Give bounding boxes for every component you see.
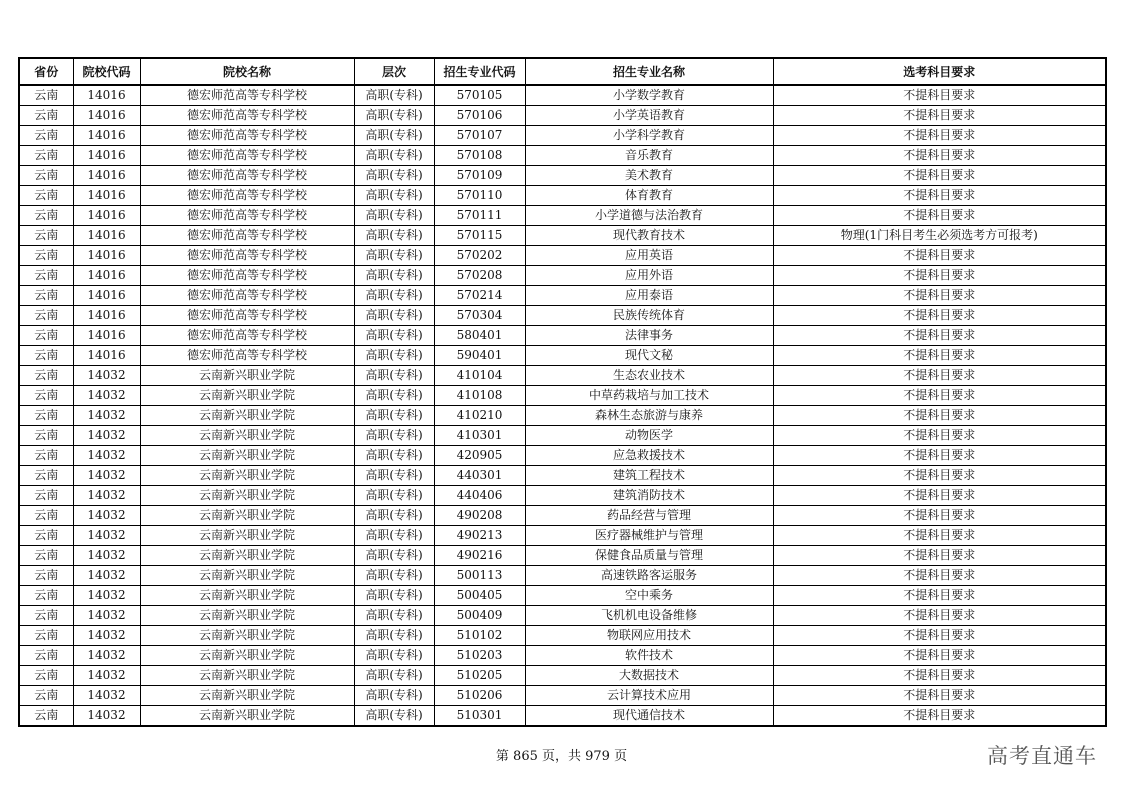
header-row xyxy=(19,58,1106,85)
table-row xyxy=(19,466,1106,486)
cell-school-name: 云南新兴职业学院 xyxy=(140,646,354,666)
table-row xyxy=(19,106,1106,126)
cell-major-code: 580401 xyxy=(434,326,525,346)
cell-level: 高职(专科) xyxy=(354,126,434,146)
cell-subject-requirement: 不提科目要求 xyxy=(773,266,1106,286)
cell-school-code: 14016 xyxy=(73,146,140,166)
cell-level: 高职(专科) xyxy=(354,666,434,686)
cell-school-name: 德宏师范高等专科学校 xyxy=(140,206,354,226)
cell-province: 云南 xyxy=(19,326,73,346)
table-header xyxy=(19,58,1106,85)
cell-major-code: 570110 xyxy=(434,186,525,206)
cell-province: 云南 xyxy=(19,686,73,706)
cell-level: 高职(专科) xyxy=(354,426,434,446)
cell-subject-requirement: 不提科目要求 xyxy=(773,306,1106,326)
cell-school-code: 14032 xyxy=(73,686,140,706)
cell-province: 云南 xyxy=(19,486,73,506)
table-body xyxy=(19,85,1106,726)
cell-school-name: 德宏师范高等专科学校 xyxy=(140,85,354,106)
cell-major-name: 高速铁路客运服务 xyxy=(525,566,773,586)
cell-school-code: 14032 xyxy=(73,466,140,486)
table-row xyxy=(19,426,1106,446)
cell-major-name: 医疗器械维护与管理 xyxy=(525,526,773,546)
cell-subject-requirement: 不提科目要求 xyxy=(773,106,1106,126)
cell-subject-requirement: 不提科目要求 xyxy=(773,85,1106,106)
cell-school-name: 云南新兴职业学院 xyxy=(140,666,354,686)
watermark-logo: 高考直通车 xyxy=(987,744,1097,768)
table-row xyxy=(19,85,1106,106)
cell-school-name: 云南新兴职业学院 xyxy=(140,506,354,526)
cell-school-name: 云南新兴职业学院 xyxy=(140,526,354,546)
cell-level: 高职(专科) xyxy=(354,266,434,286)
cell-school-name: 德宏师范高等专科学校 xyxy=(140,346,354,366)
cell-school-name: 云南新兴职业学院 xyxy=(140,406,354,426)
cell-school-code: 14032 xyxy=(73,626,140,646)
cell-province: 云南 xyxy=(19,466,73,486)
cell-major-code: 570108 xyxy=(434,146,525,166)
table-row xyxy=(19,606,1106,626)
cell-major-name: 药品经营与管理 xyxy=(525,506,773,526)
cell-major-code: 510203 xyxy=(434,646,525,666)
cell-school-code: 14032 xyxy=(73,526,140,546)
cell-subject-requirement: 不提科目要求 xyxy=(773,606,1106,626)
cell-major-name: 现代文秘 xyxy=(525,346,773,366)
cell-subject-requirement: 不提科目要求 xyxy=(773,466,1106,486)
table-row xyxy=(19,186,1106,206)
cell-level: 高职(专科) xyxy=(354,106,434,126)
table-row xyxy=(19,686,1106,706)
cell-major-name: 软件技术 xyxy=(525,646,773,666)
cell-major-name: 应用外语 xyxy=(525,266,773,286)
cell-school-name: 云南新兴职业学院 xyxy=(140,546,354,566)
cell-major-name: 法律事务 xyxy=(525,326,773,346)
cell-level: 高职(专科) xyxy=(354,686,434,706)
cell-school-code: 14016 xyxy=(73,226,140,246)
cell-school-name: 云南新兴职业学院 xyxy=(140,686,354,706)
cell-school-code: 14016 xyxy=(73,286,140,306)
cell-school-code: 14032 xyxy=(73,706,140,727)
cell-major-name: 美术教育 xyxy=(525,166,773,186)
cell-level: 高职(专科) xyxy=(354,606,434,626)
cell-school-name: 云南新兴职业学院 xyxy=(140,366,354,386)
cell-school-code: 14032 xyxy=(73,446,140,466)
cell-major-name: 建筑工程技术 xyxy=(525,466,773,486)
cell-subject-requirement: 不提科目要求 xyxy=(773,146,1106,166)
table-row xyxy=(19,406,1106,426)
cell-province: 云南 xyxy=(19,566,73,586)
cell-subject-requirement: 不提科目要求 xyxy=(773,246,1106,266)
cell-school-code: 14016 xyxy=(73,266,140,286)
cell-major-code: 410104 xyxy=(434,366,525,386)
cell-major-code: 570214 xyxy=(434,286,525,306)
admission-table xyxy=(18,57,1107,727)
cell-province: 云南 xyxy=(19,626,73,646)
table-row xyxy=(19,326,1106,346)
cell-level: 高职(专科) xyxy=(354,526,434,546)
cell-school-name: 云南新兴职业学院 xyxy=(140,706,354,727)
cell-school-name: 云南新兴职业学院 xyxy=(140,386,354,406)
cell-major-name: 应用英语 xyxy=(525,246,773,266)
cell-major-name: 现代通信技术 xyxy=(525,706,773,727)
cell-level: 高职(专科) xyxy=(354,566,434,586)
cell-subject-requirement: 不提科目要求 xyxy=(773,526,1106,546)
cell-subject-requirement: 不提科目要求 xyxy=(773,206,1106,226)
cell-major-code: 570208 xyxy=(434,266,525,286)
cell-subject-requirement: 不提科目要求 xyxy=(773,626,1106,646)
cell-level: 高职(专科) xyxy=(354,146,434,166)
cell-province: 云南 xyxy=(19,306,73,326)
cell-province: 云南 xyxy=(19,666,73,686)
cell-subject-requirement: 不提科目要求 xyxy=(773,326,1106,346)
header-school-code: 院校代码 xyxy=(73,58,140,85)
cell-school-code: 14032 xyxy=(73,366,140,386)
cell-subject-requirement: 不提科目要求 xyxy=(773,346,1106,366)
cell-province: 云南 xyxy=(19,706,73,727)
table-row xyxy=(19,646,1106,666)
cell-major-name: 动物医学 xyxy=(525,426,773,446)
cell-subject-requirement: 不提科目要求 xyxy=(773,486,1106,506)
cell-school-name: 德宏师范高等专科学校 xyxy=(140,326,354,346)
cell-school-code: 14016 xyxy=(73,106,140,126)
cell-province: 云南 xyxy=(19,426,73,446)
cell-school-code: 14032 xyxy=(73,606,140,626)
cell-level: 高职(专科) xyxy=(354,226,434,246)
header-level: 层次 xyxy=(354,58,434,85)
cell-level: 高职(专科) xyxy=(354,546,434,566)
cell-major-name: 生态农业技术 xyxy=(525,366,773,386)
cell-subject-requirement: 不提科目要求 xyxy=(773,686,1106,706)
header-major-name: 招生专业名称 xyxy=(525,58,773,85)
cell-province: 云南 xyxy=(19,85,73,106)
cell-school-code: 14032 xyxy=(73,486,140,506)
cell-school-name: 云南新兴职业学院 xyxy=(140,466,354,486)
table-row xyxy=(19,246,1106,266)
cell-subject-requirement: 不提科目要求 xyxy=(773,446,1106,466)
table-row xyxy=(19,126,1106,146)
table-row xyxy=(19,346,1106,366)
cell-major-code: 500113 xyxy=(434,566,525,586)
cell-school-code: 14032 xyxy=(73,386,140,406)
cell-school-name: 云南新兴职业学院 xyxy=(140,446,354,466)
cell-subject-requirement: 不提科目要求 xyxy=(773,666,1106,686)
cell-school-code: 14032 xyxy=(73,546,140,566)
cell-major-code: 410301 xyxy=(434,426,525,446)
cell-school-name: 德宏师范高等专科学校 xyxy=(140,166,354,186)
cell-school-name: 云南新兴职业学院 xyxy=(140,566,354,586)
cell-level: 高职(专科) xyxy=(354,85,434,106)
cell-school-name: 云南新兴职业学院 xyxy=(140,626,354,646)
cell-major-code: 570111 xyxy=(434,206,525,226)
cell-major-code: 490213 xyxy=(434,526,525,546)
table-row xyxy=(19,506,1106,526)
cell-school-name: 德宏师范高等专科学校 xyxy=(140,146,354,166)
cell-school-code: 14016 xyxy=(73,326,140,346)
cell-major-name: 现代教育技术 xyxy=(525,226,773,246)
cell-major-code: 410108 xyxy=(434,386,525,406)
cell-level: 高职(专科) xyxy=(354,466,434,486)
cell-major-code: 570109 xyxy=(434,166,525,186)
cell-major-code: 420905 xyxy=(434,446,525,466)
cell-level: 高职(专科) xyxy=(354,246,434,266)
cell-school-name: 德宏师范高等专科学校 xyxy=(140,306,354,326)
cell-level: 高职(专科) xyxy=(354,366,434,386)
cell-major-name: 民族传统体育 xyxy=(525,306,773,326)
table-row xyxy=(19,706,1106,727)
cell-major-name: 中草药栽培与加工技术 xyxy=(525,386,773,406)
table-row xyxy=(19,446,1106,466)
cell-major-code: 570304 xyxy=(434,306,525,326)
cell-major-name: 音乐教育 xyxy=(525,146,773,166)
cell-major-code: 440406 xyxy=(434,486,525,506)
table-row xyxy=(19,226,1106,246)
cell-major-code: 510301 xyxy=(434,706,525,727)
header-school-name: 院校名称 xyxy=(140,58,354,85)
cell-level: 高职(专科) xyxy=(354,706,434,727)
cell-school-code: 14032 xyxy=(73,646,140,666)
cell-province: 云南 xyxy=(19,386,73,406)
cell-school-code: 14016 xyxy=(73,346,140,366)
cell-province: 云南 xyxy=(19,186,73,206)
cell-province: 云南 xyxy=(19,506,73,526)
cell-subject-requirement: 不提科目要求 xyxy=(773,586,1106,606)
cell-major-code: 410210 xyxy=(434,406,525,426)
cell-level: 高职(专科) xyxy=(354,306,434,326)
cell-level: 高职(专科) xyxy=(354,406,434,426)
cell-major-name: 空中乘务 xyxy=(525,586,773,606)
cell-subject-requirement: 不提科目要求 xyxy=(773,406,1106,426)
table-row xyxy=(19,566,1106,586)
table-row xyxy=(19,586,1106,606)
cell-province: 云南 xyxy=(19,146,73,166)
cell-province: 云南 xyxy=(19,406,73,426)
cell-province: 云南 xyxy=(19,246,73,266)
cell-level: 高职(专科) xyxy=(354,486,434,506)
cell-school-code: 14016 xyxy=(73,306,140,326)
cell-province: 云南 xyxy=(19,206,73,226)
table-row xyxy=(19,286,1106,306)
table-row xyxy=(19,166,1106,186)
cell-school-name: 德宏师范高等专科学校 xyxy=(140,226,354,246)
table-row xyxy=(19,526,1106,546)
cell-major-code: 570107 xyxy=(434,126,525,146)
cell-major-name: 物联网应用技术 xyxy=(525,626,773,646)
cell-school-name: 云南新兴职业学院 xyxy=(140,486,354,506)
cell-major-code: 510205 xyxy=(434,666,525,686)
cell-level: 高职(专科) xyxy=(354,506,434,526)
cell-subject-requirement: 不提科目要求 xyxy=(773,286,1106,306)
cell-province: 云南 xyxy=(19,586,73,606)
cell-school-name: 云南新兴职业学院 xyxy=(140,606,354,626)
cell-level: 高职(专科) xyxy=(354,186,434,206)
cell-subject-requirement: 不提科目要求 xyxy=(773,546,1106,566)
cell-subject-requirement: 不提科目要求 xyxy=(773,186,1106,206)
cell-province: 云南 xyxy=(19,526,73,546)
table-row xyxy=(19,306,1106,326)
cell-subject-requirement: 不提科目要求 xyxy=(773,386,1106,406)
cell-school-code: 14016 xyxy=(73,166,140,186)
table-row xyxy=(19,266,1106,286)
cell-major-name: 建筑消防技术 xyxy=(525,486,773,506)
cell-school-code: 14016 xyxy=(73,206,140,226)
cell-subject-requirement: 不提科目要求 xyxy=(773,166,1106,186)
cell-province: 云南 xyxy=(19,266,73,286)
cell-subject-requirement: 不提科目要求 xyxy=(773,506,1106,526)
cell-major-code: 500409 xyxy=(434,606,525,626)
cell-major-code: 570115 xyxy=(434,226,525,246)
cell-province: 云南 xyxy=(19,106,73,126)
cell-school-name: 云南新兴职业学院 xyxy=(140,426,354,446)
cell-major-name: 应急救援技术 xyxy=(525,446,773,466)
cell-level: 高职(专科) xyxy=(354,626,434,646)
cell-major-name: 云计算技术应用 xyxy=(525,686,773,706)
cell-school-name: 德宏师范高等专科学校 xyxy=(140,246,354,266)
page-number: 第 865 页，共 979 页 xyxy=(495,749,628,764)
table-row xyxy=(19,486,1106,506)
cell-school-code: 14016 xyxy=(73,85,140,106)
cell-subject-requirement: 物理(1门科目考生必须选考方可报考) xyxy=(773,226,1106,246)
cell-level: 高职(专科) xyxy=(354,286,434,306)
cell-major-code: 570105 xyxy=(434,85,525,106)
cell-major-code: 500405 xyxy=(434,586,525,606)
cell-subject-requirement: 不提科目要求 xyxy=(773,126,1106,146)
cell-level: 高职(专科) xyxy=(354,346,434,366)
cell-province: 云南 xyxy=(19,366,73,386)
cell-level: 高职(专科) xyxy=(354,386,434,406)
cell-major-code: 490216 xyxy=(434,546,525,566)
cell-level: 高职(专科) xyxy=(354,166,434,186)
cell-major-name: 体育教育 xyxy=(525,186,773,206)
header-major-code: 招生专业代码 xyxy=(434,58,525,85)
cell-level: 高职(专科) xyxy=(354,326,434,346)
cell-major-name: 小学数学教育 xyxy=(525,85,773,106)
cell-school-name: 德宏师范高等专科学校 xyxy=(140,286,354,306)
cell-major-code: 510102 xyxy=(434,626,525,646)
cell-major-name: 应用泰语 xyxy=(525,286,773,306)
cell-province: 云南 xyxy=(19,546,73,566)
cell-school-code: 14032 xyxy=(73,426,140,446)
cell-major-code: 510206 xyxy=(434,686,525,706)
cell-province: 云南 xyxy=(19,446,73,466)
cell-school-code: 14032 xyxy=(73,406,140,426)
cell-subject-requirement: 不提科目要求 xyxy=(773,566,1106,586)
cell-major-name: 保健食品质量与管理 xyxy=(525,546,773,566)
header-subject-requirement: 选考科目要求 xyxy=(773,58,1106,85)
cell-major-code: 440301 xyxy=(434,466,525,486)
cell-major-name: 小学科学教育 xyxy=(525,126,773,146)
cell-level: 高职(专科) xyxy=(354,446,434,466)
table-row xyxy=(19,666,1106,686)
cell-major-code: 570202 xyxy=(434,246,525,266)
cell-school-name: 德宏师范高等专科学校 xyxy=(140,266,354,286)
table-row xyxy=(19,546,1106,566)
table-row xyxy=(19,386,1106,406)
cell-school-name: 德宏师范高等专科学校 xyxy=(140,126,354,146)
cell-level: 高职(专科) xyxy=(354,206,434,226)
table-row xyxy=(19,366,1106,386)
cell-school-code: 14016 xyxy=(73,246,140,266)
cell-level: 高职(专科) xyxy=(354,586,434,606)
cell-major-code: 490208 xyxy=(434,506,525,526)
table-row xyxy=(19,206,1106,226)
cell-school-name: 德宏师范高等专科学校 xyxy=(140,186,354,206)
cell-subject-requirement: 不提科目要求 xyxy=(773,426,1106,446)
cell-school-code: 14032 xyxy=(73,586,140,606)
header-province: 省份 xyxy=(19,58,73,85)
cell-subject-requirement: 不提科目要求 xyxy=(773,646,1106,666)
table-row xyxy=(19,146,1106,166)
cell-province: 云南 xyxy=(19,166,73,186)
cell-province: 云南 xyxy=(19,226,73,246)
cell-school-name: 德宏师范高等专科学校 xyxy=(140,106,354,126)
cell-major-name: 森林生态旅游与康养 xyxy=(525,406,773,426)
cell-major-name: 飞机机电设备维修 xyxy=(525,606,773,626)
cell-subject-requirement: 不提科目要求 xyxy=(773,706,1106,727)
cell-major-name: 小学英语教育 xyxy=(525,106,773,126)
cell-major-name: 小学道德与法治教育 xyxy=(525,206,773,226)
cell-province: 云南 xyxy=(19,646,73,666)
table-row xyxy=(19,626,1106,646)
cell-school-code: 14016 xyxy=(73,186,140,206)
cell-school-code: 14016 xyxy=(73,126,140,146)
cell-province: 云南 xyxy=(19,606,73,626)
cell-province: 云南 xyxy=(19,126,73,146)
cell-province: 云南 xyxy=(19,346,73,366)
cell-school-code: 14032 xyxy=(73,506,140,526)
cell-major-code: 590401 xyxy=(434,346,525,366)
cell-level: 高职(专科) xyxy=(354,646,434,666)
cell-province: 云南 xyxy=(19,286,73,306)
cell-school-name: 云南新兴职业学院 xyxy=(140,586,354,606)
cell-major-code: 570106 xyxy=(434,106,525,126)
cell-major-name: 大数据技术 xyxy=(525,666,773,686)
cell-school-code: 14032 xyxy=(73,566,140,586)
cell-school-code: 14032 xyxy=(73,666,140,686)
cell-subject-requirement: 不提科目要求 xyxy=(773,366,1106,386)
